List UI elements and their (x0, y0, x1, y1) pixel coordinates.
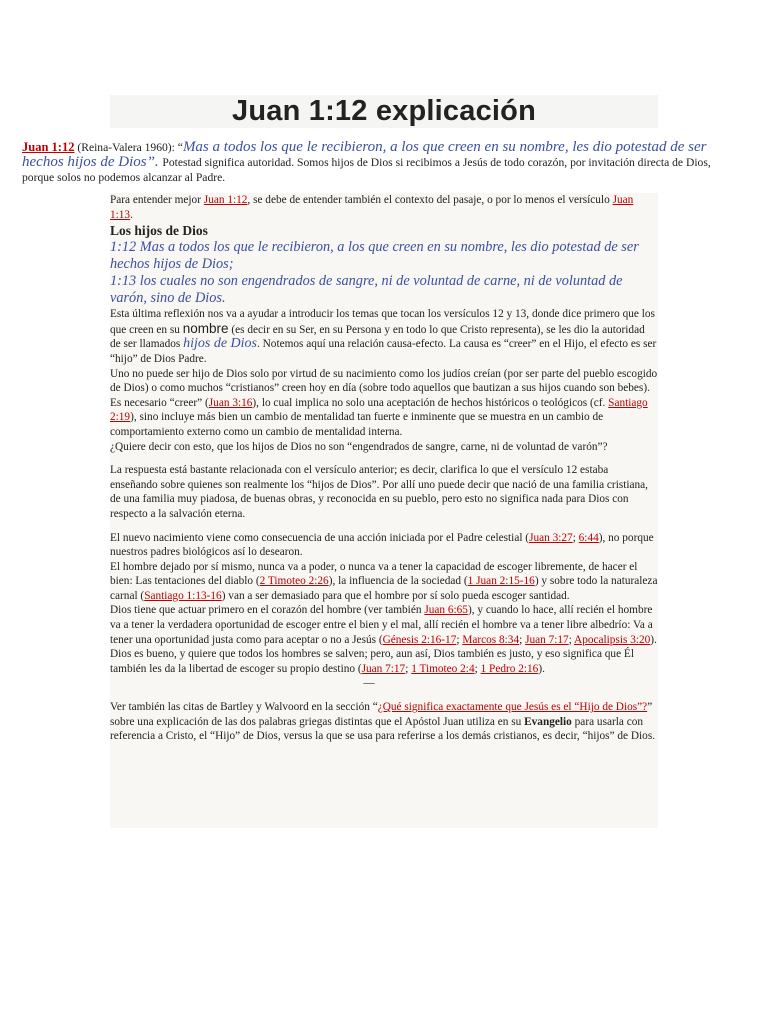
separator-dash: — (363, 677, 375, 690)
text: ; (474, 662, 481, 675)
link-juan-3-27[interactable]: Juan 3:27 (529, 531, 573, 544)
bold-evangelio: Evangelio (524, 715, 572, 728)
text: para usarla con referencia a Cristo, el “Hijo” de Dios, versus la que se usa para referirse a los demás cristianos, es decir, “hijos” de Dios. (110, 715, 656, 743)
link-2-timoteo-2-26[interactable]: 2 Timoteo 2:26 (259, 575, 329, 588)
link-1-timoteo-2-4[interactable]: 1 Timoteo 2:4 (411, 662, 475, 675)
intro-version: (Reina-Valera 1960): “ (74, 141, 183, 154)
intro-quote-close: ”. (146, 154, 163, 170)
text: Para entender mejor (110, 194, 204, 206)
section-heading: Los hijos de Dios (110, 223, 208, 239)
text: ). (538, 662, 545, 675)
phrase-hijos-de-dios: hijos de Dios (183, 336, 257, 352)
link-1-juan-2-15-16[interactable]: 1 Juan 2:15-16 (467, 575, 535, 588)
text: ) van a ser demasiado para que el hombre por sí solo pueda escoger santidad. (221, 589, 570, 602)
page-title: Juan 1:12 explicación (232, 95, 536, 127)
text: (es decir en su Ser, en su Persona y en todo lo que Cristo representa), se les dio la autoridad de ser llamados (110, 323, 645, 351)
link-juan-6-65[interactable]: Juan 6:65 (424, 604, 468, 617)
text: ), la influencia de la sociedad ( (328, 575, 468, 588)
text: ), lo cual implica no solo una aceptación de hechos históricos o teológicos (cf. (252, 396, 609, 409)
text: . (130, 208, 133, 221)
paragraph-answer: La respuesta está bastante relacionada con el versículo anterior; es decir, clarifica lo que el versículo 12 estaba enseñando sobre quienes son realmente los “hijos de Dios”. Por allí uno puede decir que nació de una familia cristiana, de una familia muy piadosa, de buenas obras, y reconocida en su pueblo, pero esto no significa nada para Dios con respecto a la salvación eterna. (110, 464, 649, 520)
text: Dios tiene que actuar primero en el corazón del hombre (ver también (110, 604, 425, 617)
link-marcos-8-34[interactable]: Marcos 8:34 (462, 633, 520, 646)
text: ” sobre una explicación de las dos palabras griegas distintas que el Apóstol Juan utiliza en su (110, 701, 653, 728)
link-santiago-2-19[interactable]: Santiago 2:19 (110, 396, 648, 424)
paragraph-context (110, 193, 658, 222)
text: ), y cuando lo hace, allí recién el hombre va a tener la verdadera oportunidad de escoger entre el bien y el mal, allí recién el hombre va a tener libre albedrío: Va a tener una oportunidad justa como para aceptar o no a Jesús ( (110, 604, 653, 646)
text: ) y sobre todo la naturaleza carnal ( (110, 575, 658, 602)
link-santiago-1-13-16[interactable]: Santiago 1:13-16 (144, 589, 222, 602)
text: El nuevo nacimiento viene como consecuencia de una acción iniciada por el Padre celestial ( (110, 531, 530, 544)
paragraph-man-alone (110, 560, 658, 604)
link-juan-7-17-b[interactable]: Juan 7:17 (361, 662, 406, 675)
verse-1-12: 1:12 Mas a todos los que le recibieron, a los que creen en su nombre, les dio potestad de ser hechos hijos de Dios; (110, 239, 639, 273)
intro-paragraph (22, 140, 734, 185)
text: Esta última reflexión nos va a ayudar a introducir los temas que tocan los versículos 12 y 13, donde dice primero que los que creen en su (110, 308, 655, 336)
link-genesis-2-16-17[interactable]: Génesis 2:16-17 (382, 633, 457, 646)
intro-quote: Mas a todos los que le recibieron, a los que creen en su nombre, les dio potestad de ser hechos hijos de Dios (22, 139, 707, 170)
paragraph-reflection (110, 307, 658, 366)
verse-1-13: 1:13 los cuales no son engendrados de sangre, ni de voluntad de carne, ni de voluntad de varón, sino de Dios. (110, 273, 623, 307)
text: ; (519, 633, 526, 646)
paragraph-question: ¿Quiere decir con esto, que los hijos de Dios no son “engendrados de sangre, carne, ni de voluntad de varón”? (110, 440, 608, 453)
title-banner (110, 95, 658, 128)
text: , se debe de entender también el contexto del pasaje, o por lo menos el versículo (247, 194, 613, 206)
text: ), sino incluye más bien un cambio de mentalidad tan fuerte e inminente que se muestra en un cambio de comportamiento externo como un cambio de mentalidad interna. (110, 411, 604, 438)
link-juan-1-13[interactable]: Juan 1:13 (110, 194, 634, 221)
text: ). Dios es bueno, y quiere que todos los hombres se salven; pero, aun así, Dios también es justo, y eso significa que Él también les da la libertad de escoger su propio destino ( (110, 633, 657, 675)
text: ), no porque nuestros padres biológicos así lo desearon. (110, 531, 654, 559)
link-apocalipsis-3-20[interactable]: Apocalipsis 3:20 (574, 633, 651, 646)
intro-verse-link[interactable]: Juan 1:12 (22, 140, 75, 154)
paragraph-birth (110, 367, 658, 440)
link-1-pedro-2-16[interactable]: 1 Pedro 2:16 (480, 662, 539, 675)
paragraph-god-acts (110, 603, 658, 676)
paragraph-new-birth (110, 531, 658, 560)
link-juan-3-16[interactable]: Juan 3:16 (208, 396, 253, 409)
word-nombre: nombre (182, 320, 229, 336)
text: El hombre dejado por sí mismo, nunca va a poder, o nunca va a tener la capacidad de escoger libremente, de hacer el bien: Las tentaciones del diablo ( (110, 560, 638, 588)
text: ; (405, 662, 412, 675)
text: Uno no puede ser hijo de Dios solo por virtud de su nacimiento como los judíos creían (por ser parte del pueblo escogido de Dios) o como muchos “cristianos” creen hoy en día (sobre todo aquellos que bautizan a sus hijos cuando son bebes). Es necesario “creer” ( (110, 367, 658, 409)
link-que-significa[interactable]: ¿Qué significa exactamente que Jesús es el “Hijo de Dios”? (377, 701, 648, 714)
paragraph-see-also (110, 700, 658, 744)
link-juan-1-12[interactable]: Juan 1:12 (203, 194, 248, 206)
text: ; (568, 633, 575, 646)
text: Ver también las citas de Bartley y Walvoord en la sección “ (110, 701, 378, 714)
article-body (110, 193, 658, 828)
text: . Notemos aquí una relación causa-efecto. La causa es “creer” en el Hijo, el efecto es ser “hijo” de Dios Padre. (110, 338, 657, 365)
text: ; (456, 633, 463, 646)
link-juan-7-17[interactable]: Juan 7:17 (525, 633, 569, 646)
link-6-44[interactable]: 6:44 (578, 531, 599, 544)
intro-rest: Potestad significa autoridad. Somos hijos de Dios si recibimos a Jesús de todo corazón, por invitación directa de Dios, porque solos no podemos alcanzar al Padre. (22, 156, 711, 184)
text: ; (572, 531, 579, 544)
